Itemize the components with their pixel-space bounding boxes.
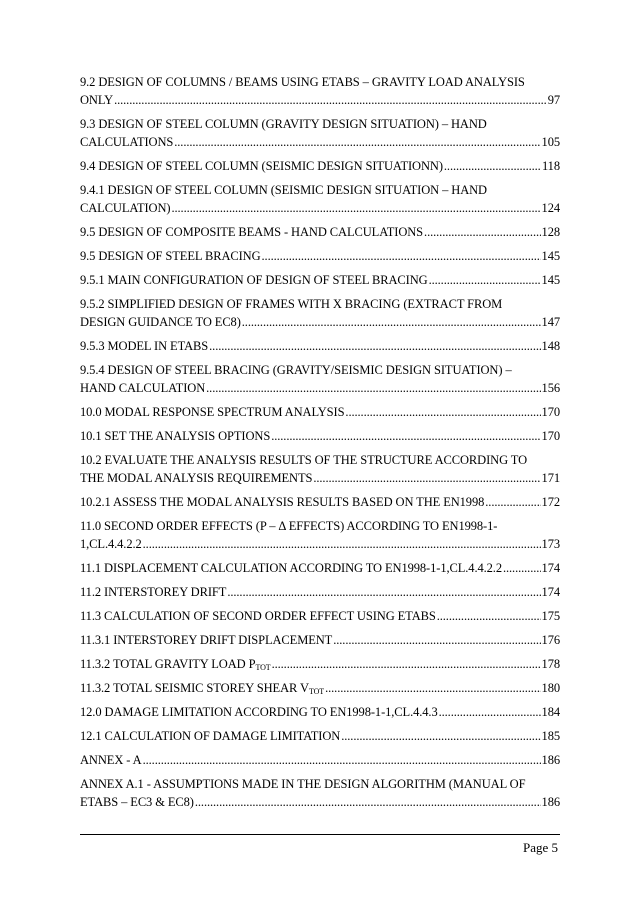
toc-entry-title <box>80 631 332 649</box>
dot-leader <box>271 427 540 445</box>
toc-entry-title <box>80 199 170 217</box>
toc-entry-text: 1,CL.4.4.2.2 <box>80 537 142 551</box>
toc-page-number: 186 <box>541 753 560 767</box>
toc-entry-title <box>80 469 312 487</box>
toc-entry-text: 11.3.2 TOTAL SEISMIC STOREY SHEAR V <box>80 681 309 695</box>
toc-entry-text: 10.0 MODAL RESPONSE SPECTRUM ANALYSIS <box>80 405 345 419</box>
toc-page-number: 186 <box>541 795 560 809</box>
toc-entry[interactable] <box>80 583 560 601</box>
toc-entry[interactable] <box>80 493 560 511</box>
dot-leader <box>503 559 541 577</box>
toc-entry-title <box>80 493 484 511</box>
toc-entry[interactable] <box>80 451 560 487</box>
dot-leader <box>227 583 540 601</box>
toc-entry[interactable] <box>80 607 560 625</box>
toc-entry-title <box>80 703 438 721</box>
toc-page-number: 171 <box>541 471 560 485</box>
toc-entry-text: 11.3 CALCULATION OF SECOND ORDER EFFECT USING ETABS <box>80 609 436 623</box>
toc-page-number: 147 <box>541 315 560 329</box>
toc-page-number: 178 <box>541 657 560 671</box>
toc-page-number: 172 <box>541 495 560 509</box>
toc-entry-subscript: TOT <box>308 687 325 696</box>
toc-entry-title <box>80 247 261 265</box>
toc-page-number: 105 <box>541 135 560 149</box>
dot-leader <box>174 133 540 151</box>
toc-entry-text: CALCULATION) <box>80 201 171 215</box>
toc-page-number: 124 <box>541 201 560 215</box>
toc-entry-title-line: 9.2 DESIGN OF COLUMNS / BEAMS USING ETABS – GRAVITY LOAD ANALYSIS <box>80 75 525 89</box>
toc-page-number: 180 <box>541 681 560 695</box>
toc-entry-title <box>80 223 423 241</box>
dot-leader <box>262 247 541 265</box>
toc-entry[interactable] <box>80 679 560 697</box>
toc-entry-title <box>80 271 428 289</box>
toc-entry-title <box>80 379 205 397</box>
toc-entry-text: HAND CALCULATION <box>80 381 206 395</box>
toc-entry[interactable] <box>80 775 560 811</box>
toc-entry[interactable] <box>80 295 560 331</box>
toc-entry[interactable] <box>80 727 560 745</box>
toc-entry[interactable] <box>80 559 560 577</box>
dot-leader <box>444 157 541 175</box>
dot-leader <box>206 379 540 397</box>
toc-entry-title <box>80 751 142 769</box>
table-of-contents <box>80 73 560 817</box>
toc-entry-title <box>80 427 270 445</box>
dot-leader <box>313 469 540 487</box>
toc-entry[interactable] <box>80 157 560 175</box>
toc-entry-title-line: 9.5.2 SIMPLIFIED DESIGN OF FRAMES WITH X BRACING (EXTRACT FROM <box>80 297 503 311</box>
toc-entry-title <box>80 607 436 625</box>
dot-leader <box>242 313 541 331</box>
toc-entry-title <box>80 679 324 697</box>
toc-entry[interactable] <box>80 517 560 553</box>
toc-page-number: 118 <box>542 159 560 173</box>
toc-entry-title-line: 11.0 SECOND ORDER EFFECTS (P – Δ EFFECTS) ACCORDING TO EN1998-1- <box>80 519 498 533</box>
toc-entry-title-line: 9.5.4 DESIGN OF STEEL BRACING (GRAVITY/SEISMIC DESIGN SITUATION) – <box>80 363 512 377</box>
toc-entry-title <box>80 727 340 745</box>
toc-entry-title <box>80 535 142 553</box>
toc-entry[interactable] <box>80 223 560 241</box>
dot-leader <box>429 271 541 289</box>
toc-entry-title <box>80 655 271 673</box>
toc-page-number: 170 <box>541 429 560 443</box>
toc-entry[interactable] <box>80 337 560 355</box>
dot-leader <box>485 493 540 511</box>
dot-leader <box>333 631 540 649</box>
toc-page-number: 176 <box>541 633 560 647</box>
dot-leader <box>209 337 540 355</box>
toc-page-number: 156 <box>541 381 560 395</box>
toc-entry-text: 9.5 DESIGN OF STEEL BRACING <box>80 249 261 263</box>
toc-entry[interactable] <box>80 361 560 397</box>
toc-entry-text: 9.5.1 MAIN CONFIGURATION OF DESIGN OF STEEL BRACING <box>80 273 428 287</box>
toc-entry-title <box>80 583 226 601</box>
toc-entry[interactable] <box>80 427 560 445</box>
toc-entry-text: THE MODAL ANALYSIS REQUIREMENTS <box>80 471 313 485</box>
toc-entry-title <box>80 133 173 151</box>
toc-entry-title <box>80 313 241 331</box>
toc-entry-text: 9.5 DESIGN OF COMPOSITE BEAMS - HAND CALCULATIONS <box>80 225 424 239</box>
toc-entry[interactable] <box>80 703 560 721</box>
toc-entry[interactable] <box>80 751 560 769</box>
toc-entry-title-line: 10.2 EVALUATE THE ANALYSIS RESULTS OF THE STRUCTURE ACCORDING TO <box>80 453 528 467</box>
toc-entry-text: ONLY <box>80 93 114 107</box>
toc-entry[interactable] <box>80 181 560 217</box>
toc-entry[interactable] <box>80 115 560 151</box>
toc-entry-title-line: 9.4.1 DESIGN OF STEEL COLUMN (SEISMIC DESIGN SITUATION – HAND <box>80 183 487 197</box>
toc-entry[interactable] <box>80 247 560 265</box>
toc-page-number: 174 <box>541 585 560 599</box>
toc-entry-text: 10.2.1 ASSESS THE MODAL ANALYSIS RESULTS BASED ON THE EN1998 <box>80 495 485 509</box>
dot-leader <box>171 199 540 217</box>
toc-entry[interactable] <box>80 631 560 649</box>
toc-entry-title-line: ANNEX A.1 - ASSUMPTIONS MADE IN THE DESIGN ALGORITHM (MANUAL OF <box>80 777 526 791</box>
toc-page-number: 148 <box>541 339 560 353</box>
toc-entry-subscript: TOT <box>255 663 271 672</box>
toc-entry[interactable] <box>80 403 560 421</box>
toc-page-number: 175 <box>541 609 560 623</box>
toc-entry-text: 11.1 DISPLACEMENT CALCULATION ACCORDING TO EN1998-1-1,CL.4.4.2.2 <box>80 561 502 575</box>
toc-page-number: 128 <box>541 225 560 239</box>
toc-entry-title <box>80 559 502 577</box>
toc-entry-text: ETABS – EC3 & EC8) <box>80 795 194 809</box>
toc-entry-text: 11.3.1 INTERSTOREY DRIFT DISPLACEMENT <box>80 633 333 647</box>
toc-entry-text: CALCULATIONS <box>80 135 174 149</box>
page-number: Page 5 <box>522 840 558 855</box>
toc-entry-text: 11.3.2 TOTAL GRAVITY LOAD P <box>80 657 256 671</box>
toc-entry-title <box>80 157 443 175</box>
dot-leader <box>195 793 541 811</box>
toc-entry-text: 10.1 SET THE ANALYSIS OPTIONS <box>80 429 271 443</box>
toc-entry-title-line: 9.3 DESIGN OF STEEL COLUMN (GRAVITY DESIGN SITUATION) – HAND <box>80 117 487 131</box>
toc-page-number: 173 <box>541 537 560 551</box>
dot-leader <box>439 703 541 721</box>
toc-page-number: 170 <box>541 405 560 419</box>
toc-page-number: 184 <box>541 705 560 719</box>
toc-entry-text: 12.1 CALCULATION OF DAMAGE LIMITATION <box>80 729 341 743</box>
toc-entry-text: 12.0 DAMAGE LIMITATION ACCORDING TO EN1998-1-1,CL.4.4.3 <box>80 705 438 719</box>
toc-page-number: 97 <box>547 93 560 107</box>
footer-divider <box>80 834 560 835</box>
toc-entry-text: 9.4 DESIGN OF STEEL COLUMN (SEISMIC DESIGN SITUATIONN) <box>80 159 443 173</box>
toc-entry-title <box>80 403 344 421</box>
dot-leader <box>114 91 547 109</box>
toc-page-number: 145 <box>541 249 560 263</box>
toc-entry-text: 9.5.3 MODEL IN ETABS <box>80 339 209 353</box>
dot-leader <box>345 403 540 421</box>
toc-entry-title <box>80 793 194 811</box>
toc-entry-text: DESIGN GUIDANCE TO EC8) <box>80 315 241 329</box>
toc-page-number: 145 <box>541 273 560 287</box>
toc-entry[interactable] <box>80 655 560 673</box>
toc-page-number: 174 <box>541 561 560 575</box>
dot-leader <box>272 655 541 673</box>
dot-leader <box>437 607 541 625</box>
toc-page-number: 185 <box>541 729 560 743</box>
toc-entry[interactable] <box>80 73 560 109</box>
dot-leader <box>143 751 541 769</box>
toc-entry-title <box>80 337 208 355</box>
dot-leader <box>424 223 541 241</box>
toc-entry-text: 11.2 INTERSTOREY DRIFT <box>80 585 227 599</box>
toc-entry-title <box>80 91 113 109</box>
toc-entry[interactable] <box>80 271 560 289</box>
dot-leader <box>341 727 540 745</box>
toc-entry-text: ANNEX - A <box>80 753 142 767</box>
dot-leader <box>325 679 540 697</box>
dot-leader <box>143 535 541 553</box>
